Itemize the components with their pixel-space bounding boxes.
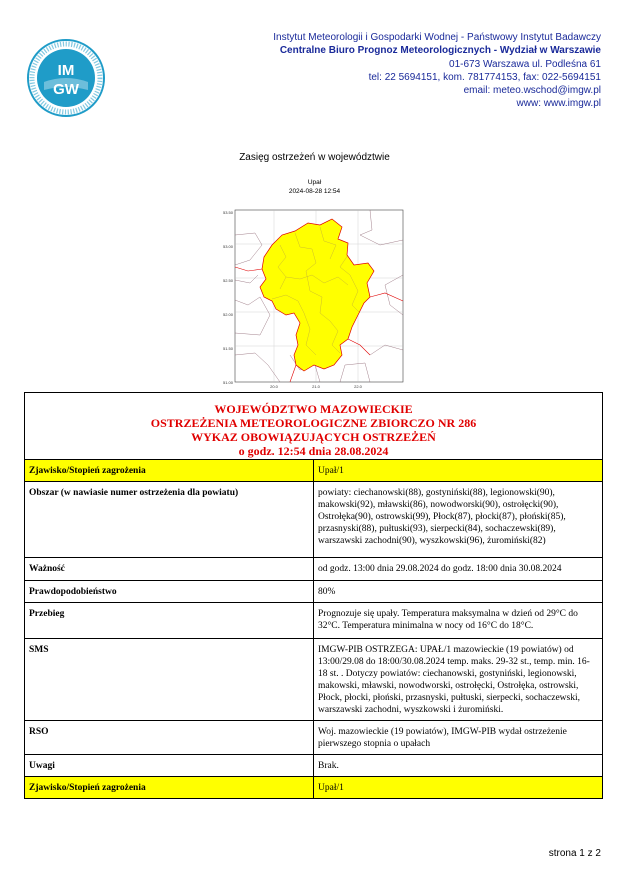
- row-value-phenomenon: Upał/1: [314, 460, 603, 482]
- map-y-tick-label: 53.50: [222, 210, 233, 215]
- warning-map: [220, 205, 410, 395]
- map-y-tick-label: 52.50: [222, 278, 233, 283]
- row-value-probability: 80%: [314, 581, 603, 603]
- imgw-logo: [26, 38, 106, 118]
- map-y-tick-label: 53.00: [222, 244, 233, 249]
- row-value-phenomenon-repeat: Upał/1: [314, 777, 603, 799]
- table-row: [25, 777, 603, 799]
- table-row: [25, 581, 603, 603]
- table-title: [25, 393, 603, 460]
- row-label-remarks: Uwagi: [25, 755, 314, 777]
- title-time: o godz. 12:54 dnia 28.08.2024: [238, 444, 389, 458]
- address: 01-673 Warszawa ul. Podleśna 61: [449, 58, 601, 70]
- title-bulletin-number: OSTRZEŻENIA METEOROLOGICZNE ZBIORCZO NR 286: [150, 416, 477, 430]
- table-row: [25, 639, 603, 721]
- map-y-tick-label: 51.00: [222, 380, 233, 385]
- row-value-rso: Woj. mazowieckie (19 powiatów), IMGW-PIB wydał ostrzeżenie pierwszego stopnia o upałach: [314, 721, 603, 755]
- email-link[interactable]: email: meteo.wschod@imgw.pl: [463, 85, 601, 97]
- phone: tel: 22 5694151, kom. 781774153, fax: 022-5694151: [368, 71, 601, 83]
- map-y-tick-label: 52.00: [222, 312, 233, 317]
- row-value-sms: IMGW-PIB OSTRZEGA: UPAŁ/1 mazowieckie (19 powiatów) od 13:00/29.08 do 18:00/30.08.2024 temp. maks. 29-32 st., temp. min. 16-18 st. . Dotyczy powiatów: ciechanowski, gostyniński, legionowski, makowski, mławski, nowodworski, ostrołęcki, Ostrołęka, ostrowski, Płock, płocki, płoński, przasnyski, pułtuski, sierpecki, sochaczewski, warszawski zachodni, wyszkowski i żuromiński.: [314, 639, 603, 721]
- row-value-area: powiaty: ciechanowski(88), gostyniński(88), legionowski(90), makowski(92), mławski(86), nowodworski(90), ostrołęcki(90), Ostrołęka(90), ostrowski(99), Płock(87), płocki(87), płoński(85), przasnyski(88), pułtuski(93), sierpecki(84), sochaczewski(89), warszawski zachodni(90), wyszkowski(96), żuromiński(82): [314, 482, 603, 558]
- page-number: strona 1 z 2: [548, 848, 601, 859]
- row-value-course: Prognozuje się upały. Temperatura maksymalna w dzień od 29°C do 32°C. Temperatura minimalna w nocy od 16°C do 18°C.: [314, 603, 603, 639]
- row-label-sms: SMS: [25, 639, 314, 721]
- table-row: [25, 721, 603, 755]
- table-row: [25, 558, 603, 581]
- map-y-axis: [223, 210, 234, 385]
- map-heading: Zasięg ostrzeżeń w województwie: [239, 152, 390, 163]
- row-label-area: Obszar (w nawiasie numer ostrzeżenia dla powiatu): [25, 482, 314, 558]
- website-link[interactable]: www: www.imgw.pl: [516, 98, 601, 110]
- map-caption-date: 2024-08-28 12:54: [288, 188, 341, 195]
- table-row: [25, 460, 603, 482]
- map-x-tick-label: 22.0: [354, 384, 362, 389]
- table-row: [25, 482, 603, 558]
- title-voivodeship: WOJEWÓDZTWO MAZOWIECKIE: [214, 402, 413, 416]
- row-label-probability: Prawdopodobieństwo: [25, 581, 314, 603]
- institute-name: Instytut Meteorologii i Gospodarki Wodnej - Państwowy Instytut Badawczy: [273, 32, 601, 43]
- institution-header: [161, 31, 601, 111]
- map-x-tick-label: 20.0: [270, 384, 278, 389]
- map-caption-type: Upał: [307, 179, 322, 186]
- map-y-tick-label: 51.50: [222, 346, 233, 351]
- row-label-course: Przebieg: [25, 603, 314, 639]
- row-label-validity: Ważność: [25, 558, 314, 581]
- table-row: [25, 755, 603, 777]
- row-value-remarks: Brak.: [314, 755, 603, 777]
- title-list: WYKAZ OBOWIĄZUJĄCYCH OSTRZEŻEŃ: [191, 430, 436, 444]
- warnings-table: [24, 392, 603, 799]
- logo-text-bottom: GW: [53, 81, 79, 98]
- row-label-rso: RSO: [25, 721, 314, 755]
- office-name: Centralne Biuro Prognoz Meteorologicznych - Wydział w Warszawie: [279, 45, 601, 57]
- table-row: [25, 603, 603, 639]
- logo-text-top: IM: [57, 62, 75, 79]
- row-label-phenomenon: Zjawisko/Stopień zagrożenia: [25, 460, 314, 482]
- row-value-validity: od godz. 13:00 dnia 29.08.2024 do godz. 18:00 dnia 30.08.2024: [314, 558, 603, 581]
- map-x-axis: [270, 384, 363, 389]
- row-label-phenomenon-repeat: Zjawisko/Stopień zagrożenia: [25, 777, 314, 799]
- map-x-tick-label: 21.0: [312, 384, 320, 389]
